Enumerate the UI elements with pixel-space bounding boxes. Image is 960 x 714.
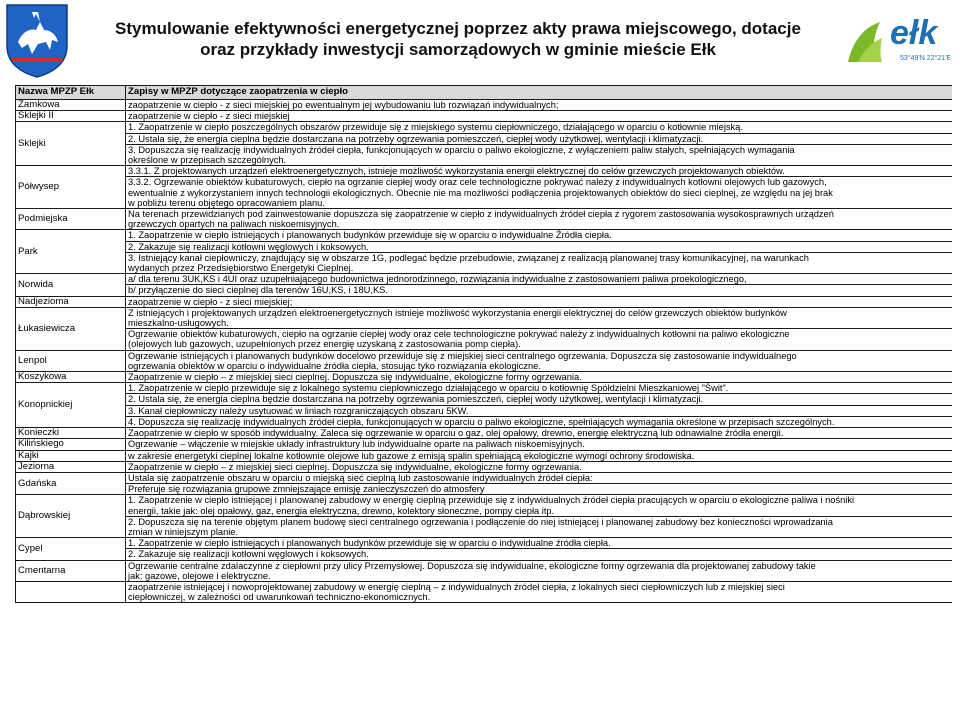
provision-text-cell bbox=[126, 111, 953, 122]
provision-text-line: b/ przyłączenie do sieci cieplnej dla terenów 16U,KS, i 18U,KS. bbox=[128, 285, 388, 296]
table-row bbox=[16, 581, 953, 602]
provision-text-cell bbox=[126, 209, 953, 230]
elk-coat-of-arms-icon bbox=[4, 2, 70, 78]
provision-text-cell bbox=[126, 416, 953, 427]
table-row bbox=[16, 307, 953, 328]
table-row bbox=[16, 274, 953, 285]
table-row bbox=[16, 461, 953, 472]
provision-text-line: Zaopatrzenie w ciepło w sposób indywidualny. Zaleca się ogrzewanie w oparciu o gaz, olej opałowy, drewno, energię elektryczną lub odnawialne źródła energii. bbox=[128, 428, 784, 439]
provision-text-line: 3.3.1. Z projektowanych urządzeń elektroenergetycznych, istnieje możliwość wykorzystania energii elektrycznej do celów grzewczych projektowanych obiektów. bbox=[128, 166, 785, 177]
provision-text-cell bbox=[126, 450, 953, 461]
plan-name-cell: Konopnickiej bbox=[16, 383, 126, 428]
provision-text-cell bbox=[126, 516, 953, 537]
provision-text-line: w zakresie energetyki cieplnej lokalne kotłownie olejowe lub gazowe z emisją spalin spełniającą ekologiczne wymogi ochrony środowiska. bbox=[128, 450, 695, 461]
provision-text-line: zaopatrzenie w ciepło - z sieci miejskiej po ewentualnym jej wybudowaniu lub rozwiązań indywidualnych; bbox=[128, 100, 559, 110]
plan-name-cell: Sklejki bbox=[16, 122, 126, 166]
provision-text-line: 2. Zakazuje się realizacji kotłowni węglowych i koksowych. bbox=[128, 241, 369, 252]
plan-name-cell: Cypel bbox=[16, 538, 126, 560]
provision-text-cell bbox=[126, 495, 953, 516]
plan-name-cell: Zamkowa bbox=[16, 100, 126, 111]
table-row bbox=[16, 450, 953, 461]
provision-text-cell bbox=[126, 133, 953, 144]
provision-text-cell bbox=[126, 549, 953, 560]
provision-text-line: określone w przepisach szczególnych. bbox=[128, 155, 287, 166]
provision-text-line: zmian w niniejszym planie. bbox=[128, 526, 239, 537]
title-line-1: Stymulowanie efektywności energetycznej poprzez akty prawa miejscowego, dotacje bbox=[115, 19, 801, 38]
plan-name-cell: Jeziorna bbox=[16, 461, 126, 472]
provision-text-cell bbox=[126, 307, 953, 328]
provision-text-line: (olejowych lub gazowych, uzupełnionych przez energię uzyskaną z zastosowania pomp ciepła). bbox=[128, 339, 521, 350]
provision-text-line: jak: gazowe, olejowe i elektryczne. bbox=[128, 570, 271, 581]
table-row bbox=[16, 405, 953, 416]
table-row bbox=[16, 538, 953, 549]
table-row bbox=[16, 516, 953, 537]
provision-text-cell bbox=[126, 177, 953, 209]
provision-text-line: w pobliżu terenu objętego opracowaniem planu. bbox=[128, 197, 325, 208]
provision-text-line: 1. Zaopatrzenie w ciepło przewiduje się z lokalnego systemu ciepłowniczego działającego w oparciu o kotłownię Spółdzielni Mieszkaniowej "Świt". bbox=[128, 383, 729, 394]
provision-text-cell bbox=[126, 428, 953, 439]
table-row bbox=[16, 166, 953, 177]
provision-text-line: 3.3.2. Ogrzewanie obiektów kubaturowych, ciepło na ogrzanie ciepłej wody oraz cele technologiczne pokrywać należy z indywidualnych kotłowni olejowych lub gazowych, bbox=[128, 177, 827, 188]
slide-title bbox=[78, 18, 838, 60]
provision-text-cell bbox=[126, 538, 953, 549]
plan-name-cell: Lenpol bbox=[16, 350, 126, 371]
provision-text-line: Zaopatrzenie w ciepło – z miejskiej sieci cieplnej. Dopuszcza się indywidualne, ekologiczne formy ogrzewania. bbox=[128, 461, 582, 472]
table-row bbox=[16, 549, 953, 560]
table-row bbox=[16, 383, 953, 394]
plan-name-cell: Półwysep bbox=[16, 166, 126, 209]
provision-text-cell bbox=[126, 383, 953, 394]
table-row bbox=[16, 560, 953, 581]
provision-text-line: zaopatrzenie w ciepło - z sieci miejskiej; bbox=[128, 296, 293, 307]
plan-name-cell: Nadjezioma bbox=[16, 296, 126, 307]
mpzp-document-scan bbox=[15, 85, 952, 714]
provision-text-line: Ogrzewanie istniejących i planowanych budynków docelowo przewiduje się z miejskiej sieci centralnego ogrzewania. Dopuszcza się zastosowanie indywidualnego bbox=[128, 350, 797, 361]
plan-name-cell: Podmiejska bbox=[16, 209, 126, 230]
provision-text-line: ciepłowniczej, w zależności od uwarunkowań techniczno-ekonomicznych. bbox=[128, 592, 431, 603]
provision-text-line: 1. Zaopatrzenie w ciepło istniejących i planowanych budynków przewiduje się w oparciu o indywidualne Źródła ciepła. bbox=[128, 230, 612, 241]
provision-text-cell bbox=[126, 484, 953, 495]
provision-text-cell bbox=[126, 461, 953, 472]
table-row bbox=[16, 428, 953, 439]
logo-text: ełk bbox=[890, 14, 938, 52]
plan-name-cell: Konieczki bbox=[16, 428, 126, 439]
provision-text-line: Ustala się zaopatrzenie obszaru w oparciu o miejską sieć cieplną lub zastosowanie indywidualnych źródeł ciepła: bbox=[128, 472, 593, 483]
table-row bbox=[16, 472, 953, 483]
provision-text-cell bbox=[126, 329, 953, 350]
table-row bbox=[16, 122, 953, 133]
header-plan-name: Nazwa MPZP Ełk bbox=[16, 86, 126, 100]
provision-text-cell bbox=[126, 230, 953, 241]
provision-text-cell bbox=[126, 241, 953, 252]
provision-text-line: 3. Kanał ciepłowniczy należy usytuować w liniach rozgraniczających obszaru 5KW. bbox=[128, 405, 469, 416]
plan-name-cell: Park bbox=[16, 230, 126, 274]
table-row bbox=[16, 133, 953, 144]
provision-text-cell bbox=[126, 394, 953, 405]
table-row bbox=[16, 177, 953, 209]
title-line-2: oraz przykłady inwestycji samorządowych w gminie mieście Ełk bbox=[200, 40, 716, 59]
provision-text-cell bbox=[126, 560, 953, 581]
provision-text-cell bbox=[126, 285, 953, 296]
table-row bbox=[16, 495, 953, 516]
provision-text-line: Ogrzewanie obiektów kubaturowych, ciepło na ogrzanie ciepłej wody oraz cele technologiczne pokrywać należy z indywidualnych kotłowni na paliwo ekologiczne bbox=[128, 329, 790, 340]
provision-text-line: zaopatrzenie istniejącej i nowoprojektowanej zabudowy w energię cieplną – z indywidualnych źródeł ciepła, z lokalnych sieci ciepłowniczych lub z miejskiej sieci bbox=[128, 581, 785, 592]
table-row bbox=[16, 296, 953, 307]
provision-text-cell bbox=[126, 122, 953, 133]
slide-header bbox=[0, 0, 960, 84]
provision-text-line: 2. Zakazuje się realizacji kotłowni węglowych i koksowych. bbox=[128, 549, 369, 560]
elk-city-logo bbox=[842, 4, 958, 72]
table-body bbox=[16, 100, 953, 603]
provision-text-line: a/ dla terenu 3UK,KS i 4UI oraz uzupełniającego budownictwa jednorodzinnego, rozwiązania indywidualne z zastosowaniem paliwa proekologicznego, bbox=[128, 274, 747, 285]
table-row bbox=[16, 394, 953, 405]
provision-text-line: mieszkalno-usługowych. bbox=[128, 318, 229, 329]
logo-coordinates: 53°49'N 22°21'E bbox=[900, 55, 952, 62]
table-row bbox=[16, 230, 953, 241]
provision-text-line: 3. Dopuszcza się realizację indywidualnych źródeł ciepła, funkcjonujących w oparciu o paliwo ekologiczne, z wyłączeniem paliw stałych, spełniających wymagania bbox=[128, 144, 795, 155]
table-row bbox=[16, 144, 953, 165]
provision-text-line: 3. Istniejący kanał ciepłowniczy, znajdujący się w obszarze 1G, podlegać będzie przebudowie, związanej z realizacją planowanej trasy komunikacyjnej, na warunkach bbox=[128, 252, 809, 263]
provision-text-cell bbox=[126, 439, 953, 450]
plan-name-cell: Gdańska bbox=[16, 472, 126, 494]
table-row bbox=[16, 209, 953, 230]
provision-text-line: energii, takie jak: olej opałowy, gaz, energia elektryczna, drewno, kolektory słoneczne, pompy ciepła itp. bbox=[128, 505, 555, 516]
provision-text-cell bbox=[126, 372, 953, 383]
provision-text-cell bbox=[126, 100, 953, 111]
provision-text-cell bbox=[126, 274, 953, 285]
provision-text-line: 1. Zaopatrzenie w ciepło istniejących i planowanych budynków przewiduje się w oparciu o indywidualne źródła ciepła. bbox=[128, 538, 611, 549]
plan-name-cell: Kajki bbox=[16, 450, 126, 461]
provision-text-line: Preferuje się rozwiązania grupowe zmniejszające emisję zanieczyszczeń do atmosfery bbox=[128, 484, 485, 495]
table-row bbox=[16, 329, 953, 350]
provision-text-cell bbox=[126, 405, 953, 416]
table-row bbox=[16, 241, 953, 252]
table-row bbox=[16, 252, 953, 273]
provision-text-cell bbox=[126, 144, 953, 165]
table-row bbox=[16, 372, 953, 383]
provision-text-line: 2. Ustala się, że energia cieplna będzie dostarczana na potrzeby ogrzewania pomieszczeń, ciepłej wody użytkowej, wentylacji i klimatyzacji. bbox=[128, 394, 704, 405]
provision-text-cell bbox=[126, 472, 953, 483]
provision-text-line: Na terenach przewidzianych pod zainwestowanie dopuszcza się zaopatrzenie w ciepło z indywidualnych źródeł ciepła z rygorem zastosowania wysokosprawnych urządzeń bbox=[128, 209, 834, 220]
provision-text-line: 1. Zaopatrzenie w ciepło istniejącej i planowanej zabudowy w energię cieplną przewiduje się z indywidualnych źródeł ciepła pracujących w oparciu o ekologiczne paliwa i nośniki bbox=[128, 495, 855, 506]
provision-text-line: Ogrzewanie – włączenie w miejskie układy infrastruktury lub indywidualne oparte na paliwach niskoemisyjnych. bbox=[128, 439, 585, 450]
provision-text-line: 1. Zaopatrzenie w ciepło poszczególnych obszarów przewiduje się z miejskiego systemu ciepłowniczego, działającego w oparciu o kotłownie miejską. bbox=[128, 122, 743, 133]
provision-text-line: grzewczych opartych na paliwach niskoemisyjnych. bbox=[128, 219, 340, 230]
table-row bbox=[16, 350, 953, 371]
provision-text-line: 2. Dopuszcza się na terenie objętym planem budowę sieci centralnego ogrzewania i podłączenie do niej istniejącej i planowanej zabudowy bez konieczności wprowadzania bbox=[128, 516, 833, 527]
provision-text-line: wydanych przez Przedsiębiorstwo Energetyki Cieplnej. bbox=[128, 263, 354, 274]
plan-name-cell: Sklejki II bbox=[16, 111, 126, 122]
table-row bbox=[16, 416, 953, 427]
table-row bbox=[16, 439, 953, 450]
provision-text-line: 4. Dopuszcza się realizację indywidualnych źródeł ciepła, funkcjonujących w oparciu o paliwo ekologiczne, spełniających wymagania określone w przepisach szczególnych. bbox=[128, 416, 835, 427]
plan-name-cell: Cmentarna bbox=[16, 560, 126, 581]
plan-name-cell: Łukasiewicza bbox=[16, 307, 126, 350]
provision-text-line: ewentualnie z wykorzystaniem innych technologii ekologicznych. Obecnie nie ma możliwości podłączenia projektowanych obiektów do sieci cieplnej, ze względu na jej brak bbox=[128, 187, 833, 198]
provision-text-cell bbox=[126, 296, 953, 307]
provision-text-line: 2. Ustala się, że energia cieplna będzie dostarczana na potrzeby ogrzewania pomieszczeń, ciepłej wody użytkowej, wentylacji i klimatyzacji. bbox=[128, 133, 704, 144]
provision-text-cell bbox=[126, 252, 953, 273]
plan-name-cell bbox=[16, 581, 126, 602]
provision-text-line: zaopatrzenie w ciepło - z sieci miejskiej bbox=[128, 111, 290, 122]
header-heat-provisions: Zapisy w MPZP dotyczące zaopatrzenia w ciepło bbox=[126, 86, 953, 100]
plan-name-cell: Koszykowa bbox=[16, 372, 126, 383]
plan-name-cell: Dąbrowskiej bbox=[16, 495, 126, 538]
provision-text-cell bbox=[126, 581, 953, 602]
provision-text-cell bbox=[126, 166, 953, 177]
table-row bbox=[16, 111, 953, 122]
provision-text-line: Zaopatrzenie w ciepło – z miejskiej sieci cieplnej. Dopuszcza się indywidualne, ekologiczne formy ogrzewania. bbox=[128, 372, 582, 383]
provision-text-line: ogrzewania obiektów w oparciu o indywidualne źródła ciepła, stosując tyko rozwiązania ekologiczne. bbox=[128, 360, 541, 371]
table-header-row bbox=[16, 86, 953, 100]
provision-text-line: Z istniejących i projektowanych urządzeń elektroenergetycznych istnieje możliwość wykorzystania energii elektrycznej do celów grzewczych obiektów budynków bbox=[128, 307, 787, 318]
table-row bbox=[16, 484, 953, 495]
plan-name-cell: Kilińskiego bbox=[16, 439, 126, 450]
mpzp-heat-supply-table bbox=[15, 85, 952, 603]
table-row bbox=[16, 285, 953, 296]
plan-name-cell: Norwida bbox=[16, 274, 126, 296]
provision-text-line: Ogrzewanie centralne zdalaczynne z ciepłowni przy ulicy Przemysłowej. Dopuszcza się indywidualne, ekologiczne formy ogrzewania dla projektowanej zabudowy takie bbox=[128, 560, 816, 571]
table-row bbox=[16, 100, 953, 111]
provision-text-cell bbox=[126, 350, 953, 371]
